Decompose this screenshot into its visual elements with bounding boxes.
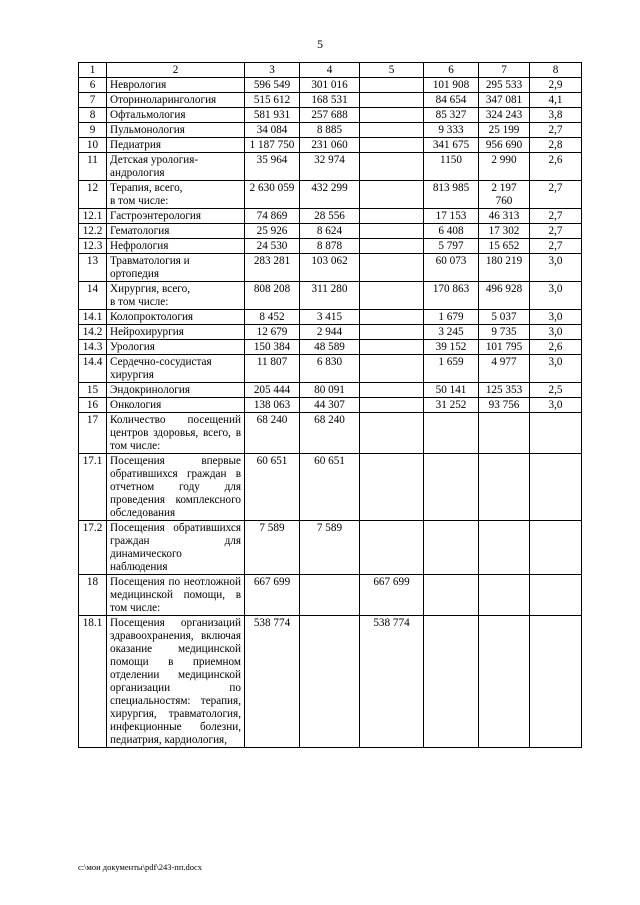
value-cell: 34 084 bbox=[245, 123, 300, 138]
value-cell: 44 307 bbox=[300, 398, 360, 413]
table-row bbox=[79, 454, 582, 521]
table-row bbox=[79, 575, 582, 616]
table-row bbox=[79, 616, 582, 748]
value-cell: 3,0 bbox=[530, 325, 582, 340]
value-cell: 8 624 bbox=[300, 224, 360, 239]
row-number-cell: 12.3 bbox=[79, 239, 107, 254]
value-cell bbox=[360, 398, 424, 413]
row-label-cell: Травматология и ортопедия bbox=[107, 254, 245, 282]
value-cell: 2,8 bbox=[530, 138, 582, 153]
value-cell: 2,6 bbox=[530, 153, 582, 181]
row-label-cell: Эндокринология bbox=[107, 383, 245, 398]
row-label-cell: Детская урология-андрология bbox=[107, 153, 245, 181]
value-cell bbox=[360, 78, 424, 93]
value-cell bbox=[300, 575, 360, 616]
row-number-cell: 6 bbox=[79, 78, 107, 93]
value-cell: 28 556 bbox=[300, 209, 360, 224]
row-number-cell: 11 bbox=[79, 153, 107, 181]
value-cell bbox=[300, 616, 360, 748]
row-number-cell: 14.1 bbox=[79, 310, 107, 325]
value-cell bbox=[360, 383, 424, 398]
value-cell: 667 699 bbox=[360, 575, 424, 616]
value-cell bbox=[360, 254, 424, 282]
page-number: 5 bbox=[317, 37, 323, 51]
header-cell-4: 4 bbox=[300, 63, 360, 78]
row-number-cell: 17.1 bbox=[79, 454, 107, 521]
value-cell: 3,0 bbox=[530, 254, 582, 282]
row-label-cell: Сердечно-сосудистая хирургия bbox=[107, 355, 245, 383]
value-cell: 432 299 bbox=[300, 181, 360, 209]
table-row bbox=[79, 181, 582, 209]
row-label-cell: Колопроктология bbox=[107, 310, 245, 325]
table-row bbox=[79, 325, 582, 340]
header-cell-2: 2 bbox=[107, 63, 245, 78]
value-cell: 1 659 bbox=[424, 355, 479, 383]
row-label-cell: Посещения организаций здравоохранения, включая оказание медицинской помощи в приемном отделении медицинской организации по специальностям: терапия, хирургия, травматология, инфекционные болезни, педиатрия, кардиология, bbox=[107, 616, 245, 748]
value-cell: 596 549 bbox=[245, 78, 300, 93]
value-cell: 3,0 bbox=[530, 355, 582, 383]
value-cell: 35 964 bbox=[245, 153, 300, 181]
value-cell: 101 908 bbox=[424, 78, 479, 93]
value-cell: 2,7 bbox=[530, 209, 582, 224]
value-cell: 311 280 bbox=[300, 282, 360, 310]
row-label-cell: Гематология bbox=[107, 224, 245, 239]
value-cell: 39 152 bbox=[424, 340, 479, 355]
row-number-cell: 8 bbox=[79, 108, 107, 123]
value-cell bbox=[479, 616, 530, 748]
table-row bbox=[79, 355, 582, 383]
row-number-cell: 9 bbox=[79, 123, 107, 138]
row-label-cell: Онкология bbox=[107, 398, 245, 413]
value-cell bbox=[360, 181, 424, 209]
row-number-cell: 13 bbox=[79, 254, 107, 282]
value-cell: 324 243 bbox=[479, 108, 530, 123]
value-cell: 8 878 bbox=[300, 239, 360, 254]
table-row bbox=[79, 521, 582, 575]
statistics-table bbox=[78, 62, 582, 748]
row-label-cell: Хирургия, всего, в том числе: bbox=[107, 282, 245, 310]
value-cell: 60 651 bbox=[300, 454, 360, 521]
table-row bbox=[79, 93, 582, 108]
value-cell: 667 699 bbox=[245, 575, 300, 616]
value-cell: 808 208 bbox=[245, 282, 300, 310]
value-cell: 538 774 bbox=[360, 616, 424, 748]
row-label-cell: Нейрохирургия bbox=[107, 325, 245, 340]
table-row bbox=[79, 209, 582, 224]
value-cell bbox=[360, 310, 424, 325]
value-cell: 2 197 760 bbox=[479, 181, 530, 209]
value-cell bbox=[424, 575, 479, 616]
value-cell: 60 073 bbox=[424, 254, 479, 282]
value-cell bbox=[479, 521, 530, 575]
value-cell: 813 985 bbox=[424, 181, 479, 209]
row-number-cell: 18.1 bbox=[79, 616, 107, 748]
value-cell bbox=[360, 454, 424, 521]
value-cell bbox=[360, 325, 424, 340]
value-cell bbox=[479, 413, 530, 454]
value-cell: 3,8 bbox=[530, 108, 582, 123]
row-number-cell: 14.3 bbox=[79, 340, 107, 355]
table-row bbox=[79, 383, 582, 398]
row-number-cell: 17.2 bbox=[79, 521, 107, 575]
row-label-cell: Неврология bbox=[107, 78, 245, 93]
value-cell: 496 928 bbox=[479, 282, 530, 310]
value-cell: 538 774 bbox=[245, 616, 300, 748]
value-cell: 6 408 bbox=[424, 224, 479, 239]
value-cell: 2 990 bbox=[479, 153, 530, 181]
value-cell: 12 679 bbox=[245, 325, 300, 340]
value-cell: 68 240 bbox=[300, 413, 360, 454]
value-cell: 7 589 bbox=[245, 521, 300, 575]
row-number-cell: 12 bbox=[79, 181, 107, 209]
value-cell: 170 863 bbox=[424, 282, 479, 310]
row-label-cell: Терапия, всего, в том числе: bbox=[107, 181, 245, 209]
value-cell: 2,5 bbox=[530, 383, 582, 398]
header-row bbox=[79, 63, 582, 78]
row-number-cell: 14.2 bbox=[79, 325, 107, 340]
value-cell: 5 037 bbox=[479, 310, 530, 325]
value-cell: 50 141 bbox=[424, 383, 479, 398]
row-label-cell: Нефрология bbox=[107, 239, 245, 254]
value-cell: 2,7 bbox=[530, 224, 582, 239]
table-row bbox=[79, 153, 582, 181]
value-cell: 101 795 bbox=[479, 340, 530, 355]
row-label-cell: Посещения обратившихся граждан для динамического наблюдения bbox=[107, 521, 245, 575]
value-cell: 283 281 bbox=[245, 254, 300, 282]
file-path-footer: c:\мои документы\pdf\243-пп.docx bbox=[78, 862, 203, 872]
value-cell: 7 589 bbox=[300, 521, 360, 575]
value-cell: 6 830 bbox=[300, 355, 360, 383]
value-cell: 60 651 bbox=[245, 454, 300, 521]
value-cell bbox=[360, 93, 424, 108]
value-cell: 93 756 bbox=[479, 398, 530, 413]
row-label-cell: Пульмонология bbox=[107, 123, 245, 138]
value-cell: 180 219 bbox=[479, 254, 530, 282]
row-number-cell: 10 bbox=[79, 138, 107, 153]
value-cell: 3 415 bbox=[300, 310, 360, 325]
value-cell: 956 690 bbox=[479, 138, 530, 153]
row-label-cell: Посещения по неотложной медицинской помощи, в том числе: bbox=[107, 575, 245, 616]
value-cell: 3,0 bbox=[530, 282, 582, 310]
value-cell: 1 187 750 bbox=[245, 138, 300, 153]
value-cell: 125 353 bbox=[479, 383, 530, 398]
value-cell: 3,0 bbox=[530, 398, 582, 413]
row-number-cell: 16 bbox=[79, 398, 107, 413]
table-row bbox=[79, 398, 582, 413]
table-row bbox=[79, 108, 582, 123]
value-cell: 32 974 bbox=[300, 153, 360, 181]
value-cell: 11 807 bbox=[245, 355, 300, 383]
header-cell-7: 7 bbox=[479, 63, 530, 78]
value-cell: 24 530 bbox=[245, 239, 300, 254]
row-number-cell: 12.1 bbox=[79, 209, 107, 224]
value-cell: 8 452 bbox=[245, 310, 300, 325]
table-row bbox=[79, 224, 582, 239]
value-cell: 2,6 bbox=[530, 340, 582, 355]
value-cell: 2 944 bbox=[300, 325, 360, 340]
value-cell: 74 869 bbox=[245, 209, 300, 224]
value-cell: 5 797 bbox=[424, 239, 479, 254]
value-cell bbox=[424, 454, 479, 521]
row-label-cell: Посещения впервые обратившихся граждан в отчетном году для проведения комплексного обследования bbox=[107, 454, 245, 521]
value-cell bbox=[530, 575, 582, 616]
row-label-cell: Офтальмология bbox=[107, 108, 245, 123]
value-cell: 150 384 bbox=[245, 340, 300, 355]
value-cell: 1150 bbox=[424, 153, 479, 181]
table-row bbox=[79, 78, 582, 93]
value-cell: 2 630 059 bbox=[245, 181, 300, 209]
value-cell: 48 589 bbox=[300, 340, 360, 355]
value-cell bbox=[360, 123, 424, 138]
table-row bbox=[79, 239, 582, 254]
table-row bbox=[79, 413, 582, 454]
value-cell bbox=[424, 413, 479, 454]
table-row bbox=[79, 310, 582, 325]
table-row bbox=[79, 340, 582, 355]
value-cell bbox=[360, 521, 424, 575]
value-cell: 231 060 bbox=[300, 138, 360, 153]
value-cell bbox=[424, 521, 479, 575]
value-cell bbox=[479, 454, 530, 521]
value-cell bbox=[360, 355, 424, 383]
value-cell: 2,7 bbox=[530, 239, 582, 254]
value-cell: 2,7 bbox=[530, 123, 582, 138]
value-cell: 515 612 bbox=[245, 93, 300, 108]
value-cell: 9 735 bbox=[479, 325, 530, 340]
row-label-cell: Количество посещений центров здоровья, всего, в том числе: bbox=[107, 413, 245, 454]
value-cell: 103 062 bbox=[300, 254, 360, 282]
value-cell: 301 016 bbox=[300, 78, 360, 93]
value-cell: 25 199 bbox=[479, 123, 530, 138]
value-cell: 2,9 bbox=[530, 78, 582, 93]
value-cell bbox=[360, 209, 424, 224]
value-cell: 138 063 bbox=[245, 398, 300, 413]
value-cell bbox=[530, 413, 582, 454]
row-label-cell: Урология bbox=[107, 340, 245, 355]
value-cell bbox=[530, 521, 582, 575]
value-cell bbox=[360, 138, 424, 153]
value-cell bbox=[360, 340, 424, 355]
value-cell: 205 444 bbox=[245, 383, 300, 398]
value-cell: 347 081 bbox=[479, 93, 530, 108]
row-number-cell: 14.4 bbox=[79, 355, 107, 383]
row-label-cell: Гастроэнтерология bbox=[107, 209, 245, 224]
value-cell: 295 533 bbox=[479, 78, 530, 93]
value-cell: 31 252 bbox=[424, 398, 479, 413]
row-number-cell: 18 bbox=[79, 575, 107, 616]
value-cell: 3,0 bbox=[530, 310, 582, 325]
value-cell: 9 333 bbox=[424, 123, 479, 138]
value-cell: 15 652 bbox=[479, 239, 530, 254]
value-cell: 17 302 bbox=[479, 224, 530, 239]
value-cell bbox=[479, 575, 530, 616]
value-cell: 2,7 bbox=[530, 181, 582, 209]
header-cell-5: 5 bbox=[360, 63, 424, 78]
value-cell: 257 688 bbox=[300, 108, 360, 123]
value-cell: 3 245 bbox=[424, 325, 479, 340]
row-label-cell: Оториноларингология bbox=[107, 93, 245, 108]
value-cell bbox=[530, 454, 582, 521]
row-label-cell: Педиатрия bbox=[107, 138, 245, 153]
row-number-cell: 7 bbox=[79, 93, 107, 108]
value-cell: 68 240 bbox=[245, 413, 300, 454]
row-number-cell: 12.2 bbox=[79, 224, 107, 239]
header-cell-3: 3 bbox=[245, 63, 300, 78]
row-number-cell: 14 bbox=[79, 282, 107, 310]
value-cell: 4 977 bbox=[479, 355, 530, 383]
value-cell: 168 531 bbox=[300, 93, 360, 108]
value-cell bbox=[360, 108, 424, 123]
value-cell: 25 926 bbox=[245, 224, 300, 239]
value-cell: 84 654 bbox=[424, 93, 479, 108]
table-row bbox=[79, 123, 582, 138]
row-number-cell: 15 bbox=[79, 383, 107, 398]
header-cell-6: 6 bbox=[424, 63, 479, 78]
value-cell bbox=[360, 153, 424, 181]
value-cell: 581 931 bbox=[245, 108, 300, 123]
value-cell: 80 091 bbox=[300, 383, 360, 398]
value-cell: 4,1 bbox=[530, 93, 582, 108]
header-cell-1: 1 bbox=[79, 63, 107, 78]
table-row bbox=[79, 138, 582, 153]
table-row bbox=[79, 254, 582, 282]
value-cell: 46 313 bbox=[479, 209, 530, 224]
value-cell: 1 679 bbox=[424, 310, 479, 325]
value-cell bbox=[424, 616, 479, 748]
header-cell-8: 8 bbox=[530, 63, 582, 78]
value-cell: 8 885 bbox=[300, 123, 360, 138]
value-cell: 17 153 bbox=[424, 209, 479, 224]
value-cell bbox=[360, 282, 424, 310]
value-cell bbox=[360, 224, 424, 239]
value-cell bbox=[530, 616, 582, 748]
table-row bbox=[79, 282, 582, 310]
value-cell: 85 327 bbox=[424, 108, 479, 123]
value-cell bbox=[360, 413, 424, 454]
row-number-cell: 17 bbox=[79, 413, 107, 454]
value-cell: 341 675 bbox=[424, 138, 479, 153]
value-cell bbox=[360, 239, 424, 254]
